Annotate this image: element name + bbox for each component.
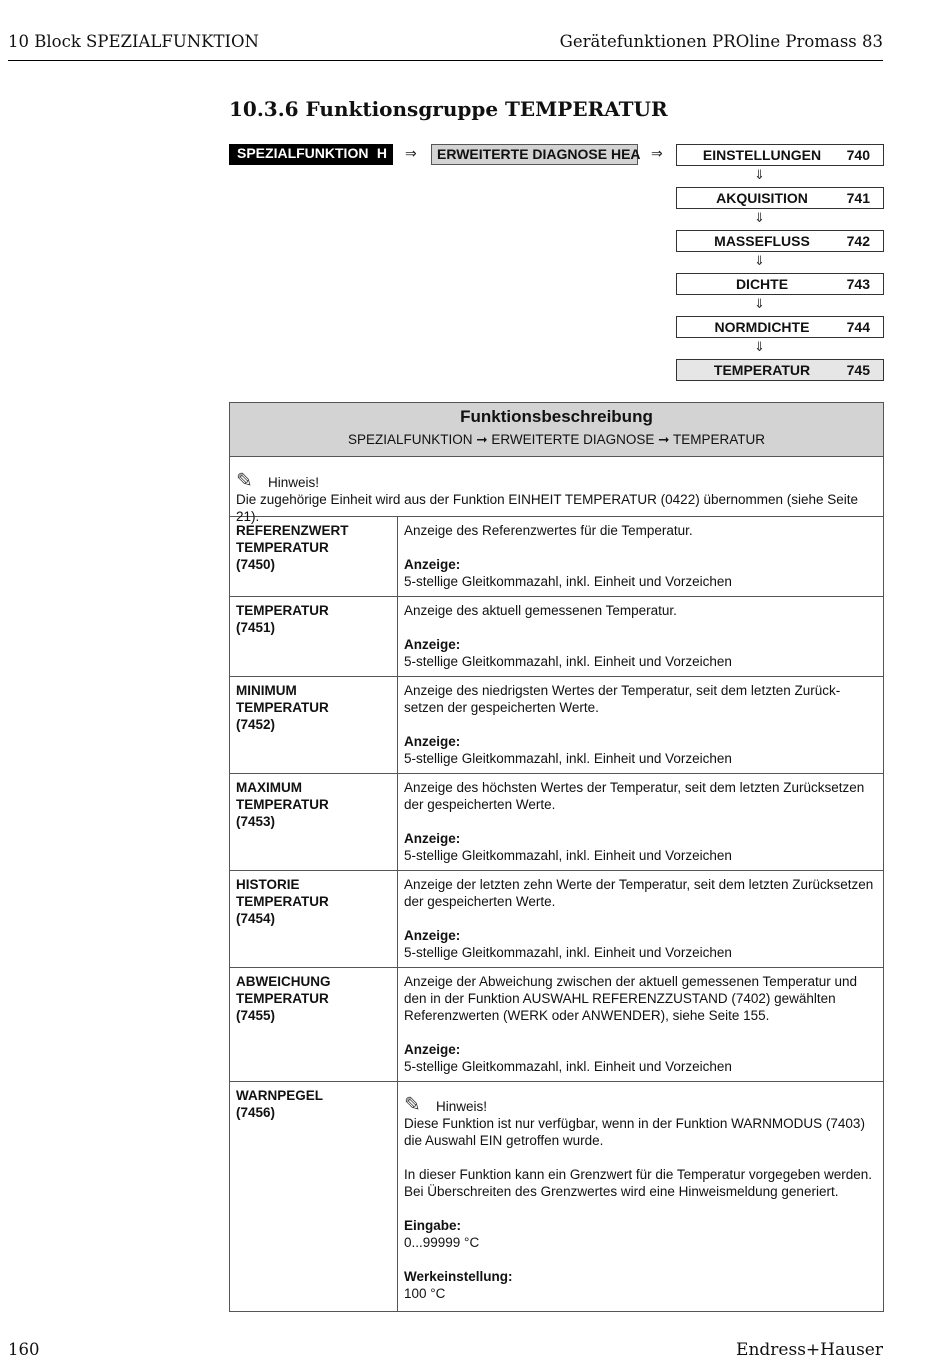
function-name: TEMPERATUR xyxy=(236,603,329,618)
down-arrow-icon: ⇓ xyxy=(754,296,765,311)
nav-block-spezialfunktion xyxy=(229,144,393,165)
input-value: 0...99999 °C xyxy=(404,1235,480,1250)
nav-chain-item-akquisition xyxy=(676,187,884,209)
description-text: der gespeicherten Werte. xyxy=(404,894,556,909)
right-arrow-icon: ⇒ xyxy=(405,145,417,161)
nav-block-code: H xyxy=(376,145,387,161)
general-note xyxy=(230,457,883,524)
description-text: der gespeicherten Werte. xyxy=(404,797,556,812)
function-name: MAXIMUM xyxy=(236,780,302,795)
running-header-chapter: 10 Block SPEZIALFUNKTION xyxy=(8,32,259,51)
note-text: Diese Funktion ist nur verfügbar, wenn in der Funktion WARNMODUS (7403) xyxy=(404,1116,865,1131)
function-name: TEMPERATUR xyxy=(236,540,329,555)
table-row xyxy=(230,677,883,774)
note-label: Hinweis! xyxy=(436,1099,488,1114)
function-description-table xyxy=(229,402,884,1312)
page-number: 160 xyxy=(8,1340,40,1359)
note-heading xyxy=(236,470,877,492)
nav-chain-item-einstellungen xyxy=(676,144,884,166)
function-description-cell xyxy=(398,677,883,773)
function-name: TEMPERATUR xyxy=(236,797,329,812)
function-name: ABWEICHUNG xyxy=(236,974,331,989)
display-label: Anzeige: xyxy=(404,734,461,749)
note-text: die Auswahl EIN getroffen wurde. xyxy=(404,1133,604,1148)
table-row xyxy=(230,968,883,1082)
table-path: SPEZIALFUNKTION ➞ ERWEITERTE DIAGNOSE ➞ TEMPERATUR xyxy=(348,432,765,447)
nav-chain-item-dichte xyxy=(676,273,884,295)
description-text: Anzeige des aktuell gemessenen Temperatur. xyxy=(404,603,677,618)
function-name: TEMPERATUR xyxy=(236,991,329,1006)
table-row xyxy=(230,871,883,968)
function-name-cell xyxy=(230,871,398,967)
note-text: Die zugehörige Einheit wird aus der Funktion EINHEIT TEMPERATUR (0422) übernommen (siehe Seite 21). xyxy=(236,492,859,524)
description-text: den in der Funktion AUSWAHL REFERENZZUSTAND (7402) gewählten xyxy=(404,991,836,1006)
nav-group-diagnose: ERWEITERTE DIAGNOSE HEA xyxy=(431,144,638,165)
function-name-cell xyxy=(230,774,398,870)
table-row xyxy=(230,774,883,871)
function-code: (7451) xyxy=(236,620,276,635)
nav-chain-item-massefluss xyxy=(676,230,884,252)
input-label: Eingabe: xyxy=(404,1218,462,1233)
nav-chain-item-temperatur xyxy=(676,359,884,381)
display-value: 5-stellige Gleitkommazahl, inkl. Einheit und Vorzeichen xyxy=(404,654,732,669)
description-text: Anzeige der letzten zehn Werte der Temperatur, seit dem letzten Zurücksetzen xyxy=(404,877,874,892)
function-name-cell xyxy=(230,597,398,676)
right-arrow-icon: ⇒ xyxy=(651,145,663,161)
description-text: Referenzwerten (WERK oder ANWENDER), siehe Seite 155. xyxy=(404,1008,770,1023)
function-code: (7455) xyxy=(236,1008,276,1023)
table-row xyxy=(230,1082,883,1311)
function-name: REFERENZWERT xyxy=(236,523,349,538)
function-description-cell xyxy=(398,597,883,676)
display-label: Anzeige: xyxy=(404,831,461,846)
function-name: TEMPERATUR xyxy=(236,894,329,909)
chain-item-label: EINSTELLUNGEN xyxy=(702,147,822,163)
chain-item-label: MASSEFLUSS xyxy=(714,233,810,249)
function-description-cell xyxy=(398,1082,883,1311)
chain-item-label: DICHTE xyxy=(735,276,789,292)
chain-item-code: 741 xyxy=(846,190,870,206)
function-description-cell xyxy=(398,871,883,967)
header-divider xyxy=(8,60,883,61)
down-arrow-icon: ⇓ xyxy=(754,210,765,225)
chain-item-code: 743 xyxy=(846,276,870,292)
note-label: Hinweis! xyxy=(268,475,320,490)
display-value: 5-stellige Gleitkommazahl, inkl. Einheit und Vorzeichen xyxy=(404,1059,732,1074)
pencil-icon: ✎ xyxy=(236,470,253,492)
display-value: 5-stellige Gleitkommazahl, inkl. Einheit und Vorzeichen xyxy=(404,848,732,863)
pencil-icon: ✎ xyxy=(404,1094,421,1116)
description-text: setzen der gespeicherten Werte. xyxy=(404,700,599,715)
table-title: Funktionsbeschreibung xyxy=(460,407,653,426)
default-label: Werkeinstellung: xyxy=(404,1269,513,1284)
chain-item-label: NORMDICHTE xyxy=(714,319,810,335)
description-text: In dieser Funktion kann ein Grenzwert für die Temperatur vorgegeben werden. xyxy=(404,1167,873,1182)
running-header-title: Gerätefunktionen PROline Promass 83 xyxy=(559,32,883,51)
function-code: (7452) xyxy=(236,717,276,732)
function-description-cell xyxy=(398,968,883,1081)
display-value: 5-stellige Gleitkommazahl, inkl. Einheit und Vorzeichen xyxy=(404,945,732,960)
function-name: HISTORIE xyxy=(236,877,300,892)
function-name-cell xyxy=(230,677,398,773)
function-code: (7453) xyxy=(236,814,276,829)
function-name-cell xyxy=(230,1082,398,1311)
description-text: Bei Überschreiten des Grenzwertes wird eine Hinweismeldung generiert. xyxy=(404,1184,839,1199)
down-arrow-icon: ⇓ xyxy=(754,253,765,268)
chain-item-code: 745 xyxy=(846,362,870,378)
table-header xyxy=(230,403,883,457)
down-arrow-icon: ⇓ xyxy=(754,339,765,354)
display-value: 5-stellige Gleitkommazahl, inkl. Einheit und Vorzeichen xyxy=(404,574,732,589)
chain-item-code: 740 xyxy=(846,147,870,163)
chain-item-label: TEMPERATUR xyxy=(713,362,811,378)
description-text: Anzeige der Abweichung zwischen der aktuell gemessenen Temperatur und xyxy=(404,974,858,989)
function-name: WARNPEGEL xyxy=(236,1088,324,1103)
brand-logo: Endress+Hauser xyxy=(736,1340,883,1360)
display-label: Anzeige: xyxy=(404,557,461,572)
section-title: 10.3.6 Funktionsgruppe TEMPERATUR xyxy=(229,97,668,121)
display-label: Anzeige: xyxy=(404,637,461,652)
function-name: MINIMUM xyxy=(236,683,297,698)
function-name-cell xyxy=(230,517,398,596)
function-code: (7450) xyxy=(236,557,276,572)
nav-block-label: SPEZIALFUNKTION xyxy=(237,145,369,161)
default-value: 100 °C xyxy=(404,1286,446,1301)
chain-item-code: 742 xyxy=(846,233,870,249)
note-heading xyxy=(404,1094,877,1116)
chain-item-code: 744 xyxy=(846,319,870,335)
description-text: Anzeige des Referenzwertes für die Temperatur. xyxy=(404,523,693,538)
description-text: Anzeige des niedrigsten Wertes der Temperatur, seit dem letzten Zurück- xyxy=(404,683,841,698)
display-label: Anzeige: xyxy=(404,1042,461,1057)
nav-chain-item-normdichte xyxy=(676,316,884,338)
function-name-cell xyxy=(230,968,398,1081)
function-description-cell xyxy=(398,774,883,870)
table-row xyxy=(230,517,883,597)
display-label: Anzeige: xyxy=(404,928,461,943)
function-name: TEMPERATUR xyxy=(236,700,329,715)
function-code: (7456) xyxy=(236,1105,276,1120)
display-value: 5-stellige Gleitkommazahl, inkl. Einheit und Vorzeichen xyxy=(404,751,732,766)
function-code: (7454) xyxy=(236,911,276,926)
description-text: Anzeige des höchsten Wertes der Temperatur, seit dem letzten Zurücksetzen xyxy=(404,780,865,795)
down-arrow-icon: ⇓ xyxy=(754,167,765,182)
function-description-cell xyxy=(398,517,883,596)
chain-item-label: AKQUISITION xyxy=(716,190,808,206)
table-row xyxy=(230,597,883,677)
